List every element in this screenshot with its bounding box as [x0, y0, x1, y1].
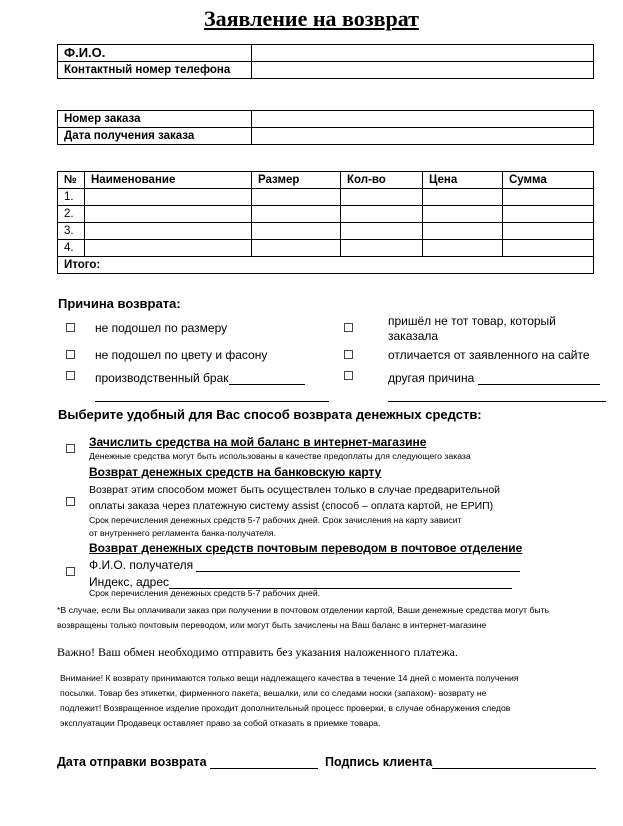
item-price-cell[interactable] — [423, 240, 503, 257]
refund-heading: Выберите удобный для Вас способ возврата денежных средств: — [58, 407, 482, 422]
item-qty-cell[interactable] — [341, 206, 423, 223]
item-name-cell[interactable] — [85, 223, 252, 240]
item-qty-cell[interactable] — [341, 223, 423, 240]
refund-post-name-label: Ф.И.О. получателя — [89, 558, 194, 572]
reason-size-checkbox[interactable] — [66, 323, 75, 332]
page-title: Заявление на возврат — [204, 6, 419, 31]
item-price-cell[interactable] — [423, 223, 503, 240]
items-table — [57, 171, 594, 274]
row-number: 1. — [58, 189, 85, 206]
col-header-number: № — [58, 172, 85, 189]
row-number: 3. — [58, 223, 85, 240]
col-header-qty: Кол-во — [341, 172, 423, 189]
reason-other-line-2[interactable] — [388, 401, 606, 402]
order-date-label: Дата получения заказа — [58, 128, 252, 145]
return-date-label: Дата отправки возврата — [57, 755, 207, 769]
footnote-line-2: возвращены только почтовым переводом, или могут быть зачислены на Ваш баланс в интернет-магазине — [57, 620, 487, 630]
order-number-field[interactable] — [252, 111, 594, 128]
attention-line-3: подлежит! Возвращенное изделие проходит дополнительный процесс проверки, в случае обнаружения следов — [60, 703, 511, 713]
item-sum-cell[interactable] — [503, 206, 594, 223]
personal-info-table — [57, 44, 594, 79]
order-date-field[interactable] — [252, 128, 594, 145]
reason-differs-label: отличается от заявленного на сайте — [388, 348, 590, 362]
col-header-name: Наименование — [85, 172, 252, 189]
reason-differs-checkbox[interactable] — [344, 350, 353, 359]
attention-line-2: посылки. Товар без этикетки, фирменного пакета, вешалки, или со следами носки (запахом)- возврату не — [60, 688, 487, 698]
refund-post-name-line[interactable] — [196, 571, 520, 572]
reason-color-label: не подошел по цвету и фасону — [95, 348, 268, 362]
item-size-cell[interactable] — [252, 240, 341, 257]
reason-heading: Причина возврата: — [58, 296, 181, 311]
return-date-line[interactable] — [210, 768, 318, 769]
refund-balance-title: Зачислить средства на мой баланс в интернет-магазине — [89, 435, 427, 449]
refund-card-text-2: оплаты заказа через платежную систему assist (способ – оплата картой, не ЕРИП) — [89, 500, 494, 512]
table-row — [58, 189, 594, 206]
refund-post-title: Возврат денежных средств почтовым переводом в почтовое отделение — [89, 541, 523, 555]
important-note: Важно! Ваш обмен необходимо отправить без указания наложенного платежа. — [57, 645, 458, 659]
reason-defect-checkbox[interactable] — [66, 371, 75, 380]
footnote-line-1: *В случае, если Вы оплачивали заказ при получении в почтовом отделении картой, Ваши денежные средства могут быть — [57, 605, 550, 615]
item-name-cell[interactable] — [85, 240, 252, 257]
refund-card-note-1: Срок перечисления денежных средств 5-7 рабочих дней. Срок зачисления на карту зависит — [89, 515, 462, 525]
reason-defect-line-2[interactable] — [95, 401, 329, 402]
item-qty-cell[interactable] — [341, 240, 423, 257]
reason-size-label: не подошел по размеру — [95, 321, 228, 335]
item-sum-cell[interactable] — [503, 240, 594, 257]
item-size-cell[interactable] — [252, 206, 341, 223]
reason-defect-label: производственный брак — [95, 371, 229, 385]
item-sum-cell[interactable] — [503, 223, 594, 240]
item-name-cell[interactable] — [85, 189, 252, 206]
reason-other-label: другая причина — [388, 371, 475, 385]
col-header-price: Цена — [423, 172, 503, 189]
phone-field[interactable] — [252, 62, 594, 79]
attention-line-1: Внимание! К возврату принимаются только вещи надлежащего качества в течение 14 дней с момента получения — [60, 673, 519, 683]
item-name-cell[interactable] — [85, 206, 252, 223]
reason-wrong-item-label: пришёл не тот товар, который заказала — [388, 314, 556, 343]
total-label: Итого: — [58, 257, 594, 274]
refund-card-title: Возврат денежных средств на банковскую карту — [89, 465, 382, 479]
phone-label: Контактный номер телефона — [58, 62, 252, 79]
refund-card-text-1: Возврат этим способом может быть осуществлен только в случае предварительной — [89, 484, 501, 496]
reason-other-line[interactable] — [478, 384, 600, 385]
item-size-cell[interactable] — [252, 189, 341, 206]
col-header-sum: Сумма — [503, 172, 594, 189]
item-price-cell[interactable] — [423, 206, 503, 223]
item-size-cell[interactable] — [252, 223, 341, 240]
row-number: 2. — [58, 206, 85, 223]
order-info-table — [57, 110, 594, 145]
table-row — [58, 240, 594, 257]
refund-post-address-label: Индекс, адрес — [89, 575, 170, 589]
item-sum-cell[interactable] — [503, 189, 594, 206]
order-number-label: Номер заказа — [58, 111, 252, 128]
reason-color-checkbox[interactable] — [66, 350, 75, 359]
refund-card-note-2: от внутреннего регламента банка-получателя. — [89, 528, 277, 538]
refund-card-checkbox[interactable] — [66, 497, 75, 506]
name-label: Ф.И.О. — [58, 45, 252, 62]
name-field[interactable] — [252, 45, 594, 62]
refund-post-note: Срок перечисления денежных средств 5-7 рабочих дней. — [89, 588, 321, 598]
table-row — [58, 206, 594, 223]
refund-balance-checkbox[interactable] — [66, 444, 75, 453]
col-header-size: Размер — [252, 172, 341, 189]
reason-other-checkbox[interactable] — [344, 371, 353, 380]
row-number: 4. — [58, 240, 85, 257]
reason-defect-line[interactable] — [229, 384, 305, 385]
reason-wrong-item-checkbox[interactable] — [344, 323, 353, 332]
attention-line-4: эксплуатации Продавецк оставляет право за собой отказать в приемке товара. — [60, 718, 381, 728]
refund-balance-note: Денежные средства могут быть использованы в качестве предоплаты для следующего заказа — [89, 451, 471, 461]
refund-post-checkbox[interactable] — [66, 567, 75, 576]
signature-label: Подпись клиента — [325, 755, 433, 769]
item-price-cell[interactable] — [423, 189, 503, 206]
signature-line[interactable] — [432, 768, 596, 769]
table-row — [58, 223, 594, 240]
item-qty-cell[interactable] — [341, 189, 423, 206]
